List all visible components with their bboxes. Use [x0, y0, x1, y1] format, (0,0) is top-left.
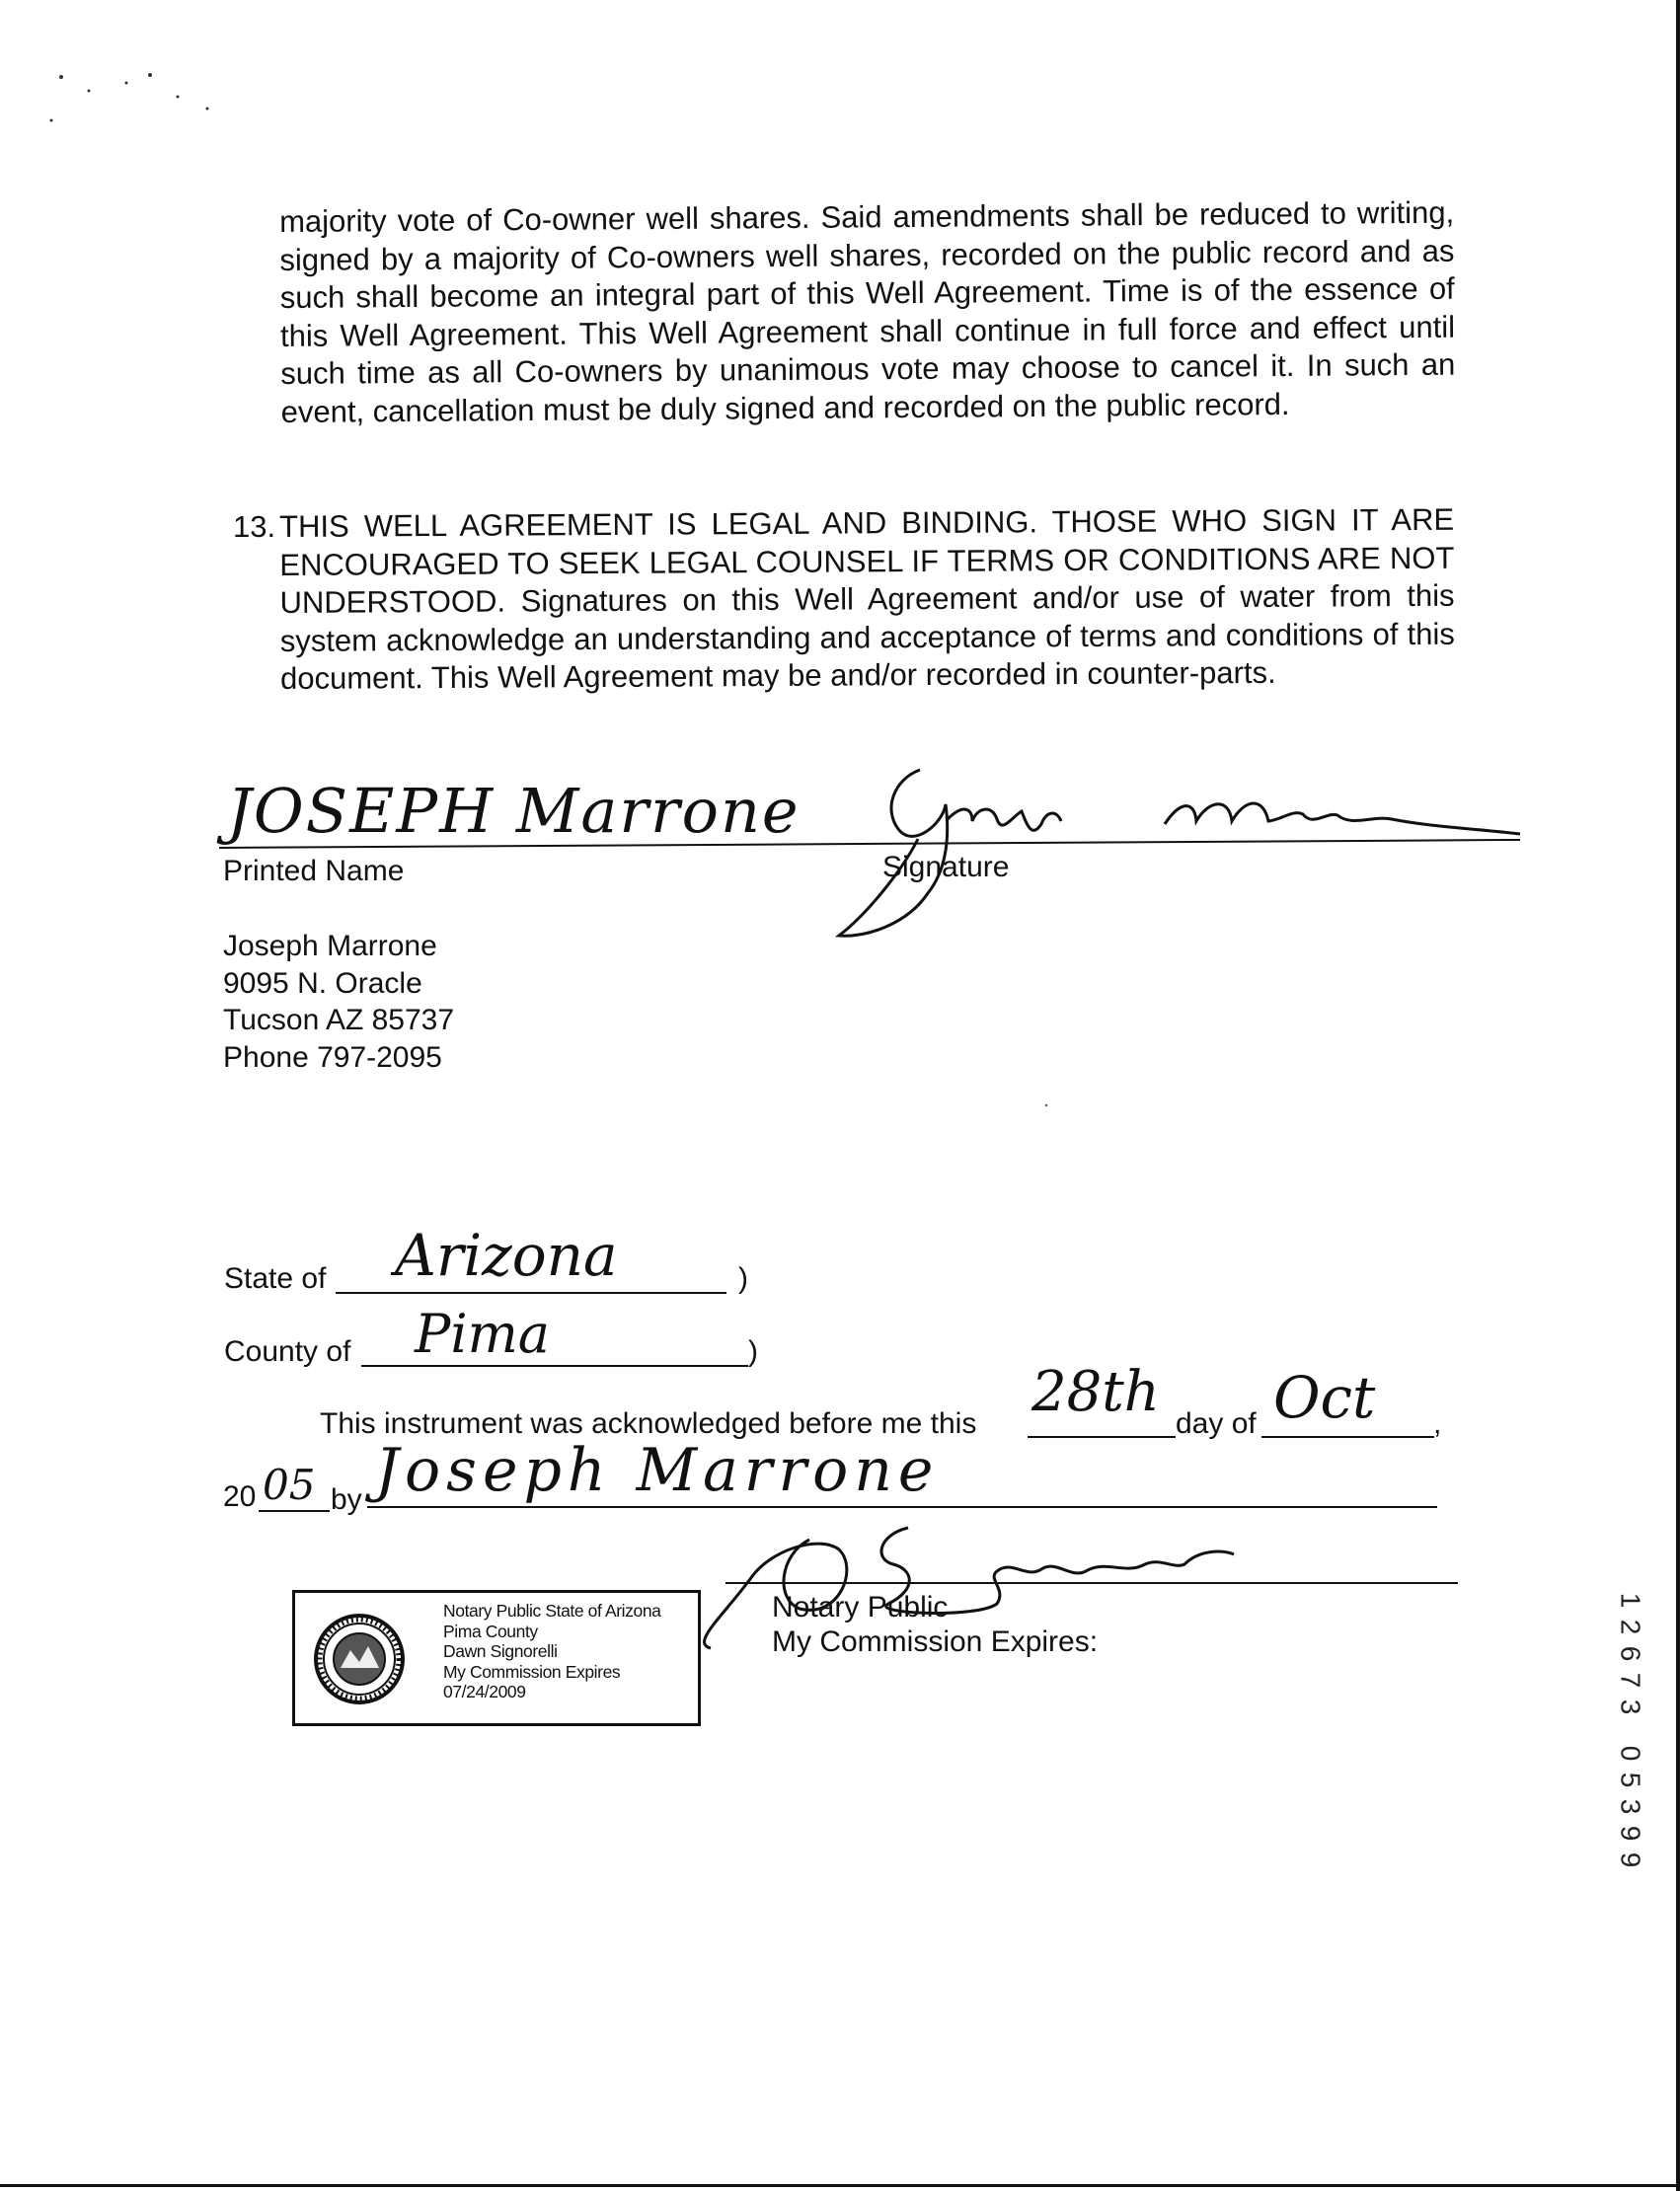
notary-public-label: Notary Public: [772, 1591, 949, 1624]
item-13-text: THIS WELL AGREEMENT IS LEGAL AND BINDING. THOSE WHO SIGN IT ARE ENCOURAGED TO SEEK LEGAL COUNSEL IF TERMS OR CONDITIONS ARE NOT UNDERSTOOD. Signatures on this Well Agreement and/or use of water from this system acknowledge an understanding and acceptance of terms and conditions of this document. This Well Agreement may be and/or recorded in counter-parts.: [279, 501, 1455, 696]
county-paren: ): [748, 1335, 758, 1368]
recording-digit: 3: [1615, 1798, 1646, 1815]
day-of-label: day of: [1176, 1407, 1257, 1440]
stamp-line-3: Dawn Signorelli: [443, 1641, 558, 1661]
printed-name-label: Printed Name: [223, 855, 405, 887]
stamp-line-4: My Commission Expires: [443, 1661, 621, 1682]
recording-digit: 0: [1615, 1745, 1646, 1762]
recording-digit: 1: [1615, 1592, 1646, 1609]
signer-phone: Phone 797-2095: [223, 1040, 442, 1074]
recording-digit: 9: [1615, 1825, 1646, 1842]
year-value: 05: [263, 1461, 316, 1509]
signer-street: 9095 N. Oracle: [223, 966, 422, 1000]
stamp-line-2: Pima County: [443, 1621, 538, 1641]
item-13-number: 13.: [233, 509, 276, 544]
recording-digit: 2: [1615, 1619, 1646, 1635]
signer-name: Joseph Marrone: [223, 930, 437, 962]
recording-digit: 5: [1615, 1772, 1646, 1788]
stamp-line-5: 07/24/2009: [443, 1682, 526, 1701]
by-value: Joseph Marrone: [375, 1436, 940, 1505]
commission-expires-label: My Commission Expires:: [772, 1625, 1099, 1658]
day-value: 28th: [1031, 1360, 1160, 1424]
agreement-paragraph: majority vote of Co-owner well shares. Said amendments shall be reduced to writing, signed by a majority of Co-owners well shares, recorded on the public record and as such shall become an integral part of this Well Agreement. Time is of the essence of this Well Agreement. This Well Agreement shall continue in full force and effect until such time as all Co-owners by unanimous vote may choose to cancel it. In such an event, cancellation must be duly signed and recorded on the public record.: [279, 194, 1456, 429]
state-value: Arizona: [395, 1222, 618, 1289]
county-value: Pima: [415, 1303, 551, 1365]
stamp-line-1: Notary Public State of Arizona: [443, 1601, 661, 1621]
state-label: State of: [224, 1262, 327, 1295]
county-label: County of: [224, 1335, 351, 1368]
recording-digit: 3: [1615, 1699, 1646, 1715]
by-label: by: [331, 1483, 362, 1516]
comma: ,: [1433, 1407, 1442, 1440]
recording-digit: 7: [1615, 1672, 1646, 1689]
signature-label: Signature: [882, 851, 1010, 883]
recording-digit: 6: [1615, 1645, 1646, 1662]
recording-digit: 9: [1615, 1851, 1646, 1868]
month-value: Oct: [1273, 1364, 1376, 1431]
year-prefix: 20: [223, 1480, 257, 1513]
printed-name-handwritten: JOSEPH Marrone: [227, 775, 801, 847]
signer-city: Tucson AZ 85737: [223, 1004, 455, 1036]
acknowledgement-text: This instrument was acknowledged before me this: [320, 1407, 977, 1440]
state-paren: ): [738, 1262, 748, 1295]
